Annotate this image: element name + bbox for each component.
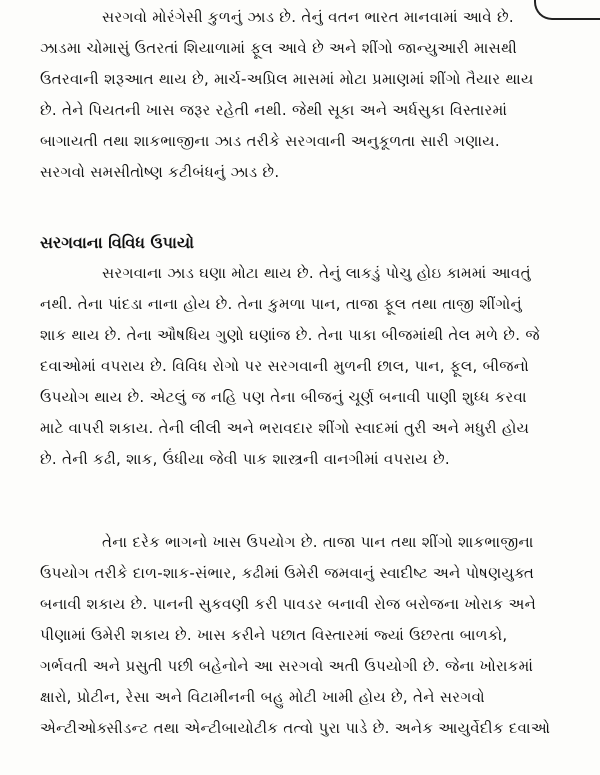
text-line: તેના દરેક ભાગનો ખાસ ઉપયોગ છે. તાજા પાન તથા શીંગો શાકભાજીના [102,533,534,551]
text-line: બાગાયતી તથા શાકભાજીના ઝાડ તરીકે સરગવાની અનુકૂળતા સારી ગણાય. [40,132,500,150]
text-line: સરગવો મોરંગેસી કુળનું ઝાડ છે. તેનું વતન ભારત માનવામાં આવે છે. [102,8,514,26]
paragraph-origin [40,2,590,188]
text-line: ક્ષારો, પ્રોટીન, રેસા અને વિટામીનની બહુ મોટી ખામી હોય છે, તેને સરગવો [40,688,485,706]
text-line: પીણામાં ઉમેરી શકાય છે. ખાસ કરીને પછાત વિસ્તારમાં જ્યાં ઉછરતા બાળકો, [40,626,508,644]
text-line: સરગવો સમસીતોષ્ણ કટીબંધનું ઝાડ છે. [40,163,280,181]
paragraph-uses [40,258,590,475]
text-line: ઉતરવાની શરૂઆત થાય છે, માર્ચ-અપ્રિલ માસમાં મોટા પ્રમાણમાં શીંગો તૈયાર થાય [40,70,534,88]
text-line: ઝાડમા ચોમાસું ઉતરતાં શિયાળામાં ફૂલ આવે છે અને શીંગો જાન્યુઆરી માસથી [40,39,518,57]
text-line: સરગવાના ઝાડ ઘણા મોટા થાય છે. તેનું લાકડું પોચુ હોઇ કામમાં આવતું [102,264,531,282]
text-line: ઉપયોગ થાય છે. એટલું જ નહિ પણ તેના બીજનું ચૂર્ણ બનાવી પાણી શુધ્ધ કરવા [40,388,527,406]
text-line: શાક થાય છે. તેના ઔષધિય ગુણો ઘણાંજ છે. તેના પાકા બીજમાંથી તેલ મળે છે. જે [40,326,540,344]
text-line: ઉપયોગ તરીકે દાળ-શાક-સંભાર, કઢીમાં ઉમેરી જમવાનું સ્વાદીષ્ટ અને પોષણયુક્ત [40,564,535,582]
text-line: નથી. તેના પાંદડા નાના હોય છે. તેના કુમળા પાન, તાજા ફૂલ તથા તાજી શીંગોનું [40,295,522,313]
text-line: માટે વાપરી શકાય. તેની લીલી અને ભરાવદાર શીંગો સ્વાદમાં તુરી અને મધુરી હોય [40,419,530,437]
text-line: એન્ટીઓક્સીડન્ટ તથા એન્ટીબાયોટીક તત્વો પુરા પાડે છે. અનેક આયુર્વેદીક દવાઓ [40,719,551,737]
text-line: દવાઓમાં વપરાય છે. વિવિધ રોગો પર સરગવાની મુળની છાલ, પાન, ફૂલ, બીજનો [40,357,530,375]
paragraph-benefits [40,527,590,744]
text-line: ગર્ભવતી અને પ્રસુતી પછી બહેનોને આ સરગવો અતી ઉપયોગી છે. જેના ખોરાકમાં [40,657,534,675]
section-heading: સરગવાના વિવિધ ઉપાયો [40,233,195,252]
text-line: છે. તેની કઢી, શાક, ઉંધીયા જેવી પાક શાસ્ત્રની વાનગીમાં વપરાય છે. [40,450,450,468]
text-line: બનાવી શકાય છે. પાનની સુકવણી કરી પાવડર બનાવી રોજ બરોજના ખોરાક અને [40,595,537,613]
text-line: છે. તેને પિયતની ખાસ જરૂર રહેતી નથી. જેથી સૂકા અને અર્ધસુકા વિસ્તારમાં [40,101,508,119]
